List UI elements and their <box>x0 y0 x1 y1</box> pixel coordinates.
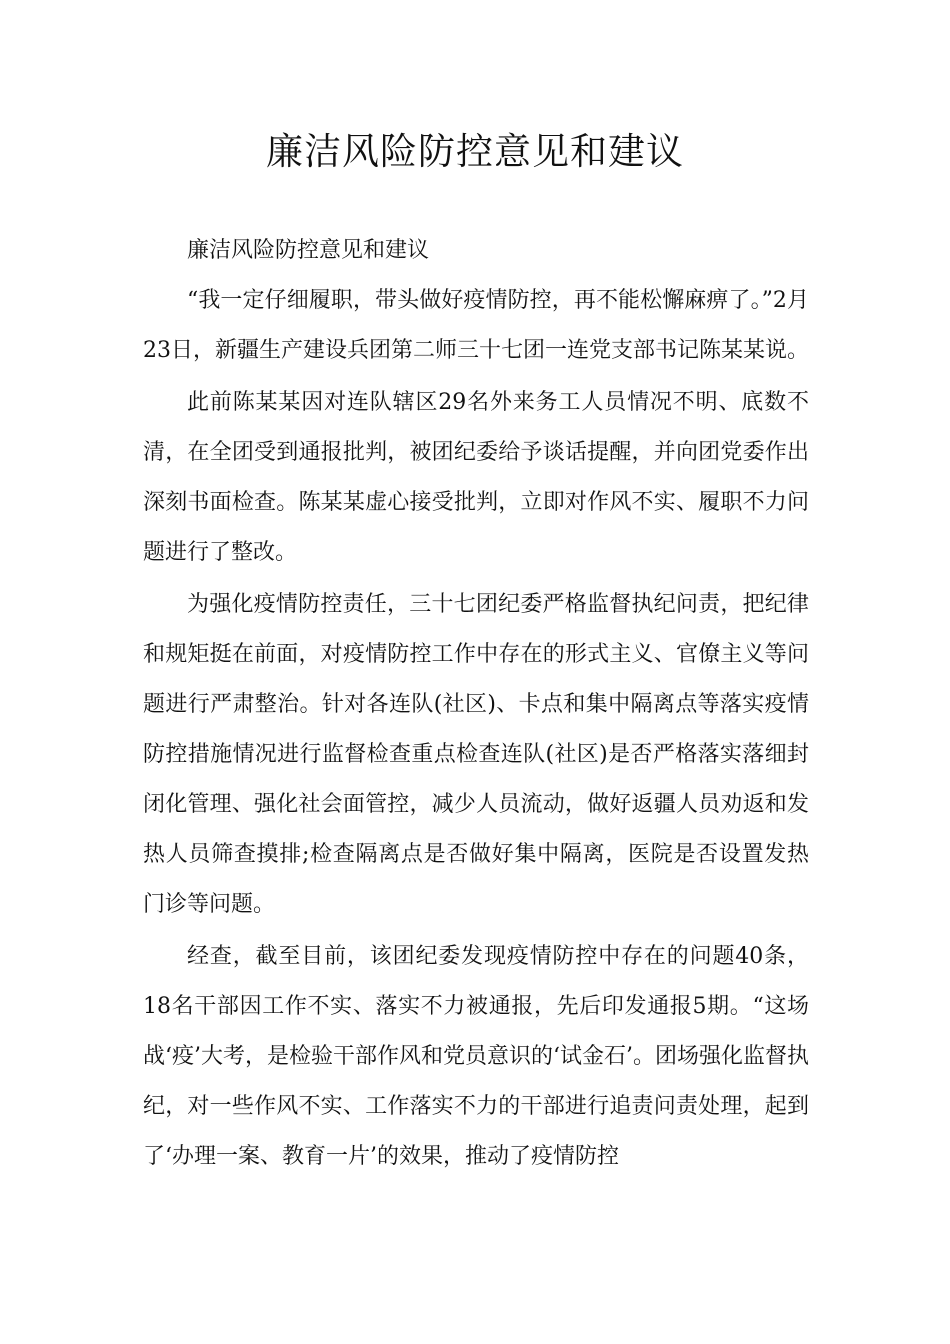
paragraph-quote: “我一定仔细履职，带头做好疫情防控，再不能松懈麻痹了。”2月23日，新疆生产建设兵团第二师三十七团一连党支部书记陈某某说。 <box>143 288 809 363</box>
document-title: 廉洁风险防控意见和建议 <box>266 130 684 173</box>
paragraph-findings: 经查，截至目前，该团纪委发现疫情防控中存在的问题40条，18名干部因工作不实、落实不力被通报，先后印发通报5期。“这场战‘疫’大考，是检验干部作风和党员意识的‘试金石’。团场强化监督执纪，对一些作风不实、工作落实不力的干部进行追责问责处理，起到了‘办理一案、教育一片’的效果，推动了疫情防控 <box>143 944 809 1169</box>
paragraph-responsibility: 为强化疫情防控责任，三十七团纪委严格监督执纪问责，把纪律和规矩挺在前面，对疫情防控工作中存在的形式主义、官僚主义等问题进行严肃整治。针对各连队(社区)、卡点和集中隔离点等落实疫情防控措施情况进行监督检查重点检查连队(社区)是否严格落实落细封闭化管理、强化社会面管控，减少人员流动，做好返疆人员劝返和发热人员筛查摸排;检查隔离点是否做好集中隔离，医院是否设置发热门诊等问题。 <box>143 592 809 917</box>
document-body <box>143 226 809 1184</box>
paragraph-subtitle: 廉洁风险防控意见和建议 <box>187 238 430 263</box>
paragraph-background: 此前陈某某因对连队辖区29名外来务工人员情况不明、底数不清，在全团受到通报批判，被团纪委给予谈话提醒，并向团党委作出深刻书面检查。陈某某虚心接受批判，立即对作风不实、履职不力问题进行了整改。 <box>143 390 809 565</box>
